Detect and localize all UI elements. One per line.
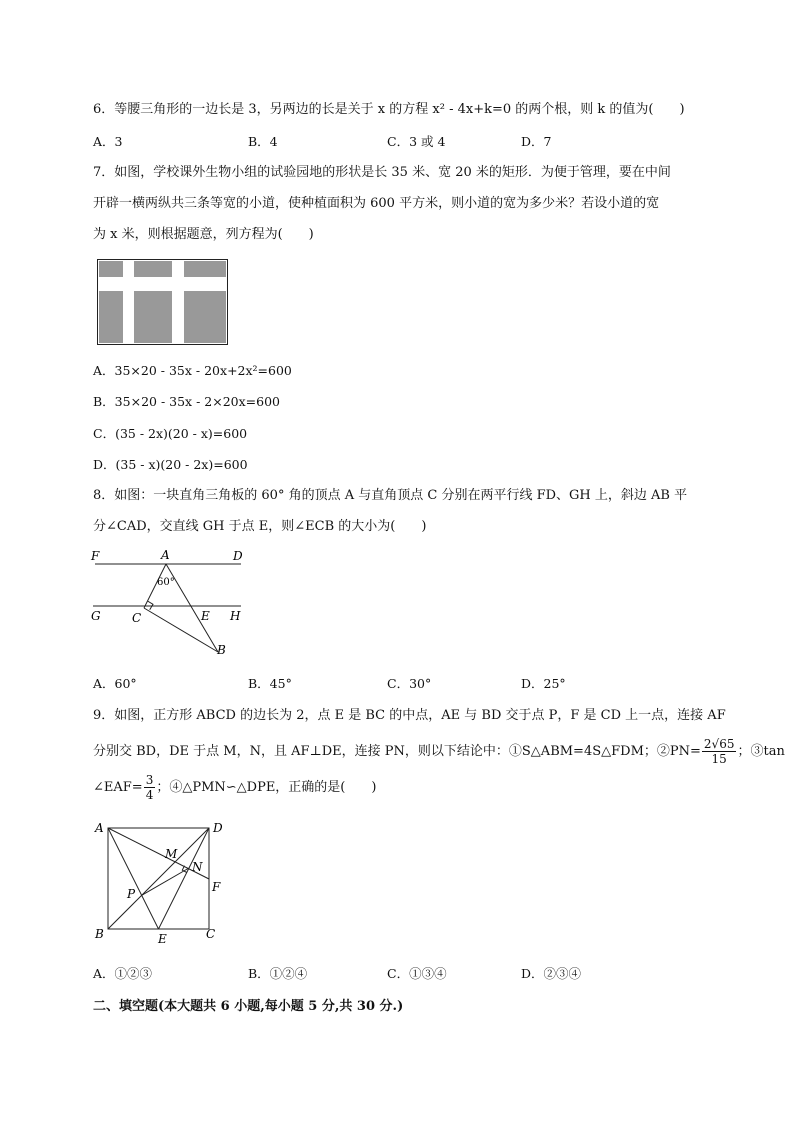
q8-triangle-figure xyxy=(88,544,248,662)
q6-option-c: C．3 或 4 xyxy=(387,134,446,149)
q9-option-d: D．②③④ xyxy=(521,966,582,981)
plot-bottom-left xyxy=(99,291,123,343)
q8-stem-line-2: 分∠CAD，交直线 GH 于点 E，则∠ECB 的大小为( ) xyxy=(93,519,427,534)
q7-option-d: D．(35 - x)(20 - 2x)=600 xyxy=(93,457,248,472)
q9-stem-line-3 xyxy=(93,768,376,808)
plot-top-middle xyxy=(134,261,172,277)
q7-option-b: B．35×20 - 35x - 2×20x=600 xyxy=(93,394,280,409)
fraction-pn-denominator: 15 xyxy=(711,752,727,766)
label-B: B xyxy=(95,927,104,941)
q9-stem-line-2 xyxy=(93,732,785,772)
label-A: A xyxy=(95,821,104,835)
label-A: A xyxy=(161,548,170,562)
fraction-tan-denominator: 4 xyxy=(145,788,154,802)
label-angle-60: 60° xyxy=(157,577,175,588)
q6-option-a: A．3 xyxy=(93,134,123,149)
q7-garden-figure xyxy=(97,259,229,346)
label-B: B xyxy=(217,643,226,657)
q8-option-d: D．25° xyxy=(521,676,566,691)
q7-stem-line-3: 为 x 米，则根据题意，列方程为( ) xyxy=(93,227,314,242)
q9-stem-line-2-tail: ；③tan xyxy=(737,744,785,759)
q9-option-a: A．①②③ xyxy=(93,966,153,981)
label-N: N xyxy=(192,860,203,874)
q9-stem-line-2-text: 分别交 BD，DE 于点 M，N，且 AF⊥DE，连接 PN，则以下结论中：①S△ABM=4S△FDM；②PN= xyxy=(93,744,701,759)
plot-top-left xyxy=(99,261,123,277)
q9-fraction-tan xyxy=(144,773,156,802)
label-D: D xyxy=(213,821,223,835)
q7-option-a: A．35×20 - 35x - 20x+2x²=600 xyxy=(93,363,292,378)
label-C: C xyxy=(206,927,216,941)
label-E: E xyxy=(158,932,167,946)
q9-option-c: C．①③④ xyxy=(387,966,447,981)
label-H: H xyxy=(230,609,241,623)
label-E: E xyxy=(201,609,210,623)
q8-option-b: B．45° xyxy=(248,676,292,691)
q7-stem-line-1: 7．如图，学校课外生物小组的试验园地的形状是长 35 米、宽 20 米的矩形．为便于管理，要在中间 xyxy=(93,165,671,180)
q9-options xyxy=(93,965,713,983)
q8-option-a: A．60° xyxy=(93,676,137,691)
label-F: F xyxy=(212,880,221,894)
q9-fraction-pn xyxy=(702,737,737,766)
label-F: F xyxy=(91,549,100,563)
q6-options xyxy=(93,133,713,151)
segment-BD xyxy=(108,828,209,929)
q7-option-c: C．(35 - 2x)(20 - x)=600 xyxy=(93,426,248,441)
q9-option-b: B．①②④ xyxy=(248,966,308,981)
q9-stem-line-1: 9．如图，正方形 ABCD 的边长为 2，点 E 是 BC 的中点，AE 与 BD 交于点 P，F 是 CD 上一点，连接 AF xyxy=(93,708,726,723)
plot-bottom-middle xyxy=(134,291,172,343)
q9-stem-line-3-text: ∠EAF= xyxy=(93,780,143,795)
q8-options xyxy=(93,675,713,693)
fraction-pn-numerator: 2√65 xyxy=(703,737,735,751)
label-M: M xyxy=(165,847,178,861)
q7-stem-line-2: 开辟一横两纵共三条等宽的小道，使种植面积为 600 平方米，则小道的宽为多少米？若设小道的宽 xyxy=(93,196,660,211)
section-2-heading: 二、填空题(本大题共 6 小题,每小题 5 分,共 30 分.) xyxy=(93,999,404,1014)
plot-bottom-right xyxy=(184,291,226,343)
q6-option-b: B．4 xyxy=(248,134,278,149)
q6-stem: 6．等腰三角形的一边长是 3，另两边的长是关于 x 的方程 x² - 4x+k=0 的两个根，则 k 的值为( ) xyxy=(93,102,685,117)
label-D: D xyxy=(233,549,243,563)
segment-DE xyxy=(159,828,210,929)
label-C: C xyxy=(132,611,142,625)
q8-stem-line-1: 8．如图：一块直角三角板的 60° 角的顶点 A 与直角顶点 C 分别在两平行线 FD、GH 上，斜边 AB 平 xyxy=(93,488,688,503)
label-G: G xyxy=(91,609,101,623)
right-angle-mark xyxy=(148,601,154,610)
plot-top-right xyxy=(184,261,226,277)
label-P: P xyxy=(127,887,136,901)
q9-stem-line-3-tail: ；④△PMN∽△DPE，正确的是( ) xyxy=(156,780,377,795)
q9-square-figure xyxy=(88,816,233,951)
q8-option-c: C．30° xyxy=(387,676,432,691)
fraction-tan-numerator: 3 xyxy=(145,773,154,787)
q6-option-d: D．7 xyxy=(521,134,552,149)
segment-AE xyxy=(108,828,159,929)
